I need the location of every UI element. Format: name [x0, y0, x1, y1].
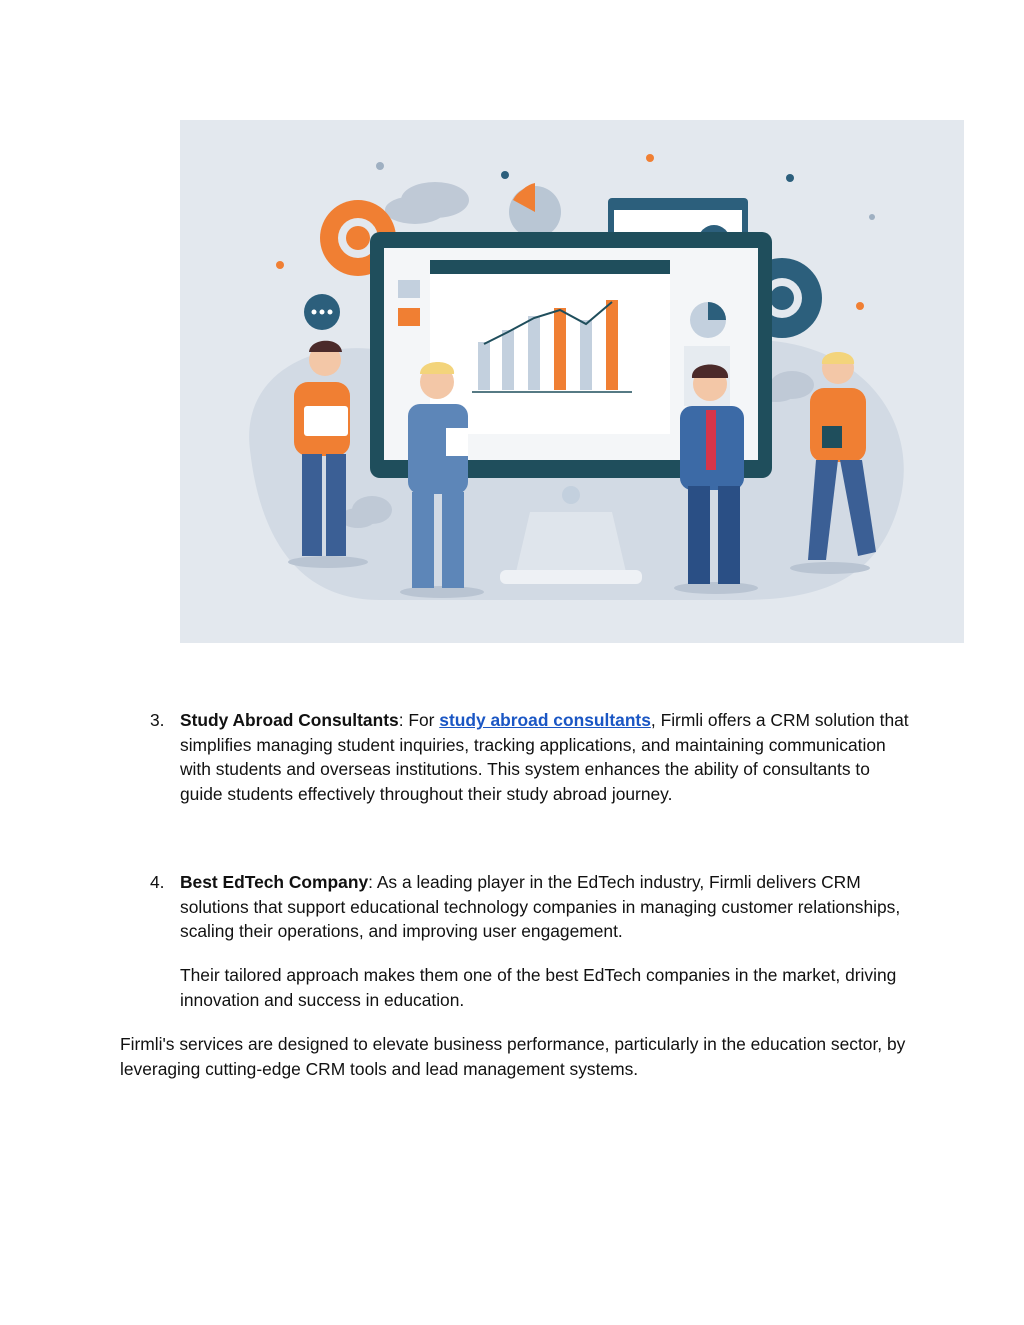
item-title: Best EdTech Company — [180, 872, 369, 892]
list-number: 4. — [150, 872, 165, 892]
list-item-body — [180, 708, 910, 806]
list-number: 3. — [150, 710, 165, 730]
study-abroad-consultants-link[interactable]: study abroad consultants — [439, 710, 651, 730]
item-text: , Firmli offers a CRM solution that simplifies managing student inquiries, tracking applications, and maintaining communication with students and overseas institutions. This system enhances the ability of consultants to guide students effectively throughout their study abroad journey. — [180, 710, 909, 804]
item-title: Study Abroad Consultants — [180, 710, 399, 730]
list-item-body — [180, 870, 910, 944]
closing-paragraph: Firmli's services are designed to elevate business performance, particularly in the education sector, by leveraging cutting-edge CRM tools and lead management systems. — [120, 1034, 906, 1079]
list-item-edtech — [150, 870, 910, 944]
item-text: : As a leading player in the EdTech industry, Firmli delivers CRM solutions that support educational technology companies in managing customer relationships, scaling their operations, and improving user engagement. — [180, 872, 901, 942]
crm-illustration — [180, 120, 964, 643]
item-separator: : For — [398, 710, 440, 730]
list-item-study-abroad — [150, 708, 910, 806]
edtech-followup-paragraph: Their tailored approach makes them one of the best EdTech companies in the market, driving innovation and success in education. — [180, 965, 897, 1010]
